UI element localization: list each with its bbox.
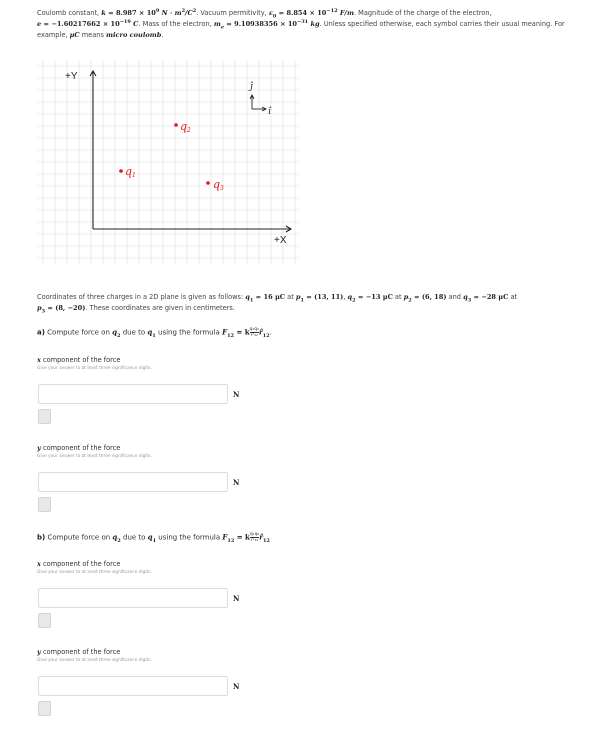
charge-q2 xyxy=(174,120,191,134)
charge-diagram-svg xyxy=(37,58,307,268)
part-b-x-check-box[interactable] xyxy=(38,613,51,628)
part-b-x-input[interactable] xyxy=(38,588,228,608)
j-hat-label: ĵ xyxy=(250,82,253,92)
charge-q1-label: q1 xyxy=(125,165,136,179)
part-a-x-label: x component of the force xyxy=(37,356,121,364)
part-b-y-unit: N xyxy=(233,682,240,691)
part-b-y-label: y component of the force xyxy=(37,648,121,656)
part-a-x-input[interactable] xyxy=(38,384,228,404)
part-a-y-check-box[interactable] xyxy=(38,497,51,512)
charge-q3-label: q3 xyxy=(213,178,224,192)
part-a-y-label: y component of the force xyxy=(37,444,121,452)
part-a-x-check-box[interactable] xyxy=(38,409,51,424)
y-axis-label: +Y xyxy=(65,71,78,82)
part-b-x-hint: Give your answer to at least three significance digits. xyxy=(37,570,152,575)
charge-q3-dot xyxy=(206,181,210,185)
grid xyxy=(37,60,299,264)
x-axis-label: +X xyxy=(274,235,287,246)
charge-diagram xyxy=(37,58,307,268)
part-a-x-unit: N xyxy=(233,390,240,399)
intro-paragraph: Coulomb constant, $k = 8.987 \times 10^9$ $N \cdot m^2/C^2$. Vacuum permitivity, $\varepsilon_0 = 8.854 \times 10^{-12}$ F/m. Magnitude of the charge of the electron, $e = -1.60217662 \times 10^{-19}$ C. Mass of the electron, $m_e = 9.10938356 \times 10^{-31}$ kg. Unless specified otherwise, each symbol carries their usual meaning. For example, μC means micro coulomb. xyxy=(37,7,565,39)
part-a-y-hint: Give your answer to at least three significance digits. xyxy=(37,454,152,459)
part-a-y-input[interactable] xyxy=(38,472,228,492)
part-b-heading: b) Compute force on $q_2$ due to $q_1$ using the formula $F_{12} = k$ $\frac{\text{q₁q₂}}{\text{r²₁₂}}$ $r̂_{12}$ xyxy=(37,532,270,544)
unit-vectors xyxy=(250,95,266,111)
i-hat-label: î xyxy=(268,107,271,117)
charge-q1 xyxy=(119,165,136,179)
part-b-y-check-box[interactable] xyxy=(38,701,51,716)
part-b-x-unit: N xyxy=(233,594,240,603)
formula-fraction: $\frac{\text{q₁q₂}}{\text{r²₁₂}}$ xyxy=(249,327,259,338)
part-b-y-hint: Give your answer to at least three significance digits. xyxy=(37,658,152,663)
part-a-y-unit: N xyxy=(233,478,240,487)
part-b-x-label: x component of the force xyxy=(37,560,121,568)
part-a-x-hint: Give your answer to at least three significance digits. xyxy=(37,366,152,371)
x-axis xyxy=(93,226,291,232)
charge-q2-label: q2 xyxy=(180,120,191,134)
charge-q3 xyxy=(206,178,224,192)
charge-q2-dot xyxy=(174,123,178,127)
charge-q1-dot xyxy=(119,169,123,173)
formula-fraction: $\frac{\text{q₁q₂}}{\text{r²₁₂}}$ xyxy=(249,532,260,543)
part-a-heading: a) Compute force on $q_2$ due to $q_1$ using the formula $F_{12} = k$ $\frac{\text{q₁q₂}}{\text{r²₁₂}}$ $r̂_{12}$. xyxy=(37,327,272,339)
part-b-y-input[interactable] xyxy=(38,676,228,696)
coordinates-paragraph: Coordinates of three charges in a 2D plane is given as follows: $q_1 = 16$ μC at $p_1 = (13$, 11), $q_2 = -13$ μC at $p_2 = (6$, 18) and $q_3 = -28$ μC at $p_3 = (8$, −20). These coordinates are given in centimeters. xyxy=(37,293,518,315)
